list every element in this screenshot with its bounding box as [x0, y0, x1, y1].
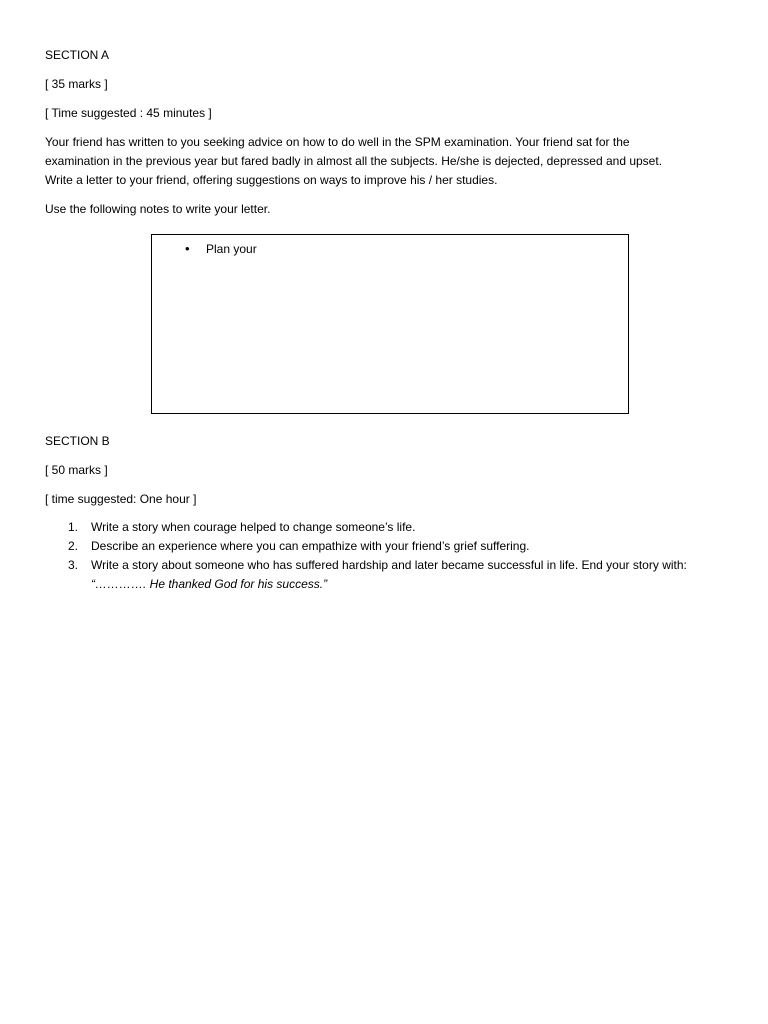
question-item — [68, 539, 748, 558]
question-item — [68, 558, 748, 577]
question-text: Write a story when courage helped to change someone’s life. — [91, 520, 416, 534]
bullet-icon: • — [185, 241, 190, 256]
question-number: 2. — [68, 539, 79, 553]
section-a-time: [ Time suggested : 45 minutes ] — [45, 106, 212, 120]
ending-quote: “…………. He thanked God for his success.” — [91, 577, 328, 591]
notes-intro: Use the following notes to write your letter. — [45, 202, 271, 216]
question-item — [68, 520, 748, 539]
section-a-marks: [ 35 marks ] — [45, 77, 108, 91]
question-text: Write a story about someone who has suffered hardship and later became successful in life. End your story with: — [91, 558, 687, 572]
question-number: 1. — [68, 520, 79, 534]
question-list — [68, 520, 748, 577]
notes-item: Plan your — [206, 242, 257, 256]
instruction-line: Write a letter to your friend, offering suggestions on ways to improve his / her studies. — [45, 173, 498, 187]
instruction-line: examination in the previous year but fared badly in almost all the subjects. He/she is dejected, depressed and upset. — [45, 154, 663, 168]
section-a-heading: SECTION A — [45, 48, 110, 62]
instruction-line: Your friend has written to you seeking advice on how to do well in the SPM examination. Your friend sat for the — [45, 135, 630, 149]
section-a-instructions — [45, 133, 735, 190]
section-b-marks: [ 50 marks ] — [45, 463, 108, 477]
notes-box — [151, 234, 629, 414]
section-b-time: [ time suggested: One hour ] — [45, 492, 197, 506]
question-text: Describe an experience where you can empathize with your friend’s grief suffering. — [91, 539, 530, 553]
question-number: 3. — [68, 558, 79, 572]
section-b-heading: SECTION B — [45, 434, 110, 448]
